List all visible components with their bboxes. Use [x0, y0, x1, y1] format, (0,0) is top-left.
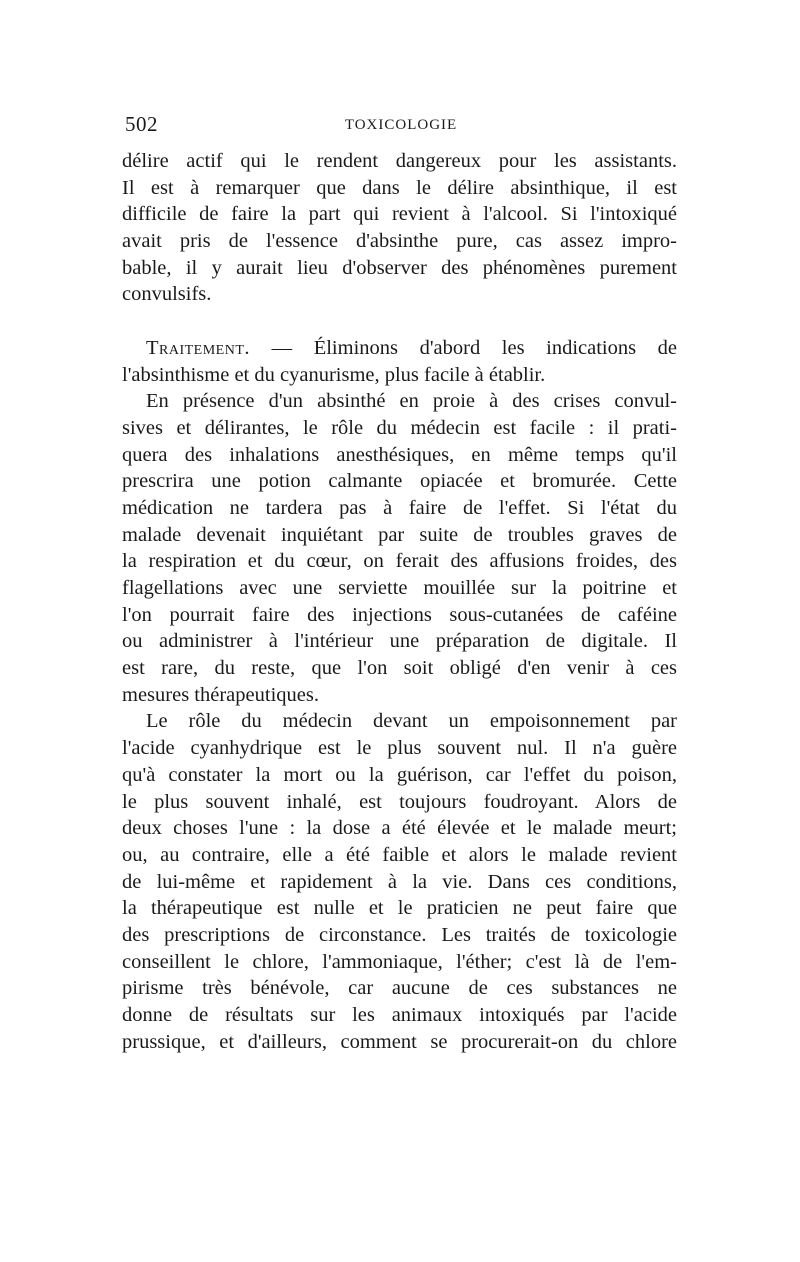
- text-line: ou administrer à l'intérieur une préparation de digitale. Il: [122, 630, 677, 653]
- page-header: [125, 112, 677, 142]
- text-line: qu'à constater la mort ou la guérison, car l'effet du poison,: [122, 763, 677, 786]
- text-line: la thérapeutique est nulle et le praticien ne peut faire que: [122, 897, 677, 920]
- text-line: l'on pourrait faire des injections sous-cutanées de caféine: [122, 603, 677, 626]
- text-line: mesures thérapeutiques.: [122, 683, 319, 706]
- text-line: quera des inhalations anesthésiques, en même temps qu'il: [122, 443, 677, 466]
- running-title: TOXICOLOGIE: [344, 117, 458, 133]
- text-line: bable, il y aurait lieu d'observer des phénomènes purement: [122, 256, 677, 279]
- text-line: deux choses l'une : la dose a été élevée et le malade meurt;: [122, 817, 677, 840]
- text-line: sives et délirantes, le rôle du médecin est facile : il prati-: [122, 416, 677, 439]
- text-line: malade devenait inquiétant par suite de troubles graves de: [122, 523, 677, 546]
- paragraph-2: [122, 335, 677, 388]
- text-line: délire actif qui le rendent dangereux pour les assistants.: [122, 150, 677, 172]
- text-line: prussique, et d'ailleurs, comment se procurerait-on du chlore: [122, 1030, 677, 1053]
- body-text: [122, 148, 677, 1055]
- text-line: En présence d'un absinthé en proie à des crises convul-: [146, 390, 677, 413]
- text-line: pirisme très bénévole, car aucune de ces substances ne: [122, 977, 677, 1000]
- text-line: ou, au contraire, elle a été faible et alors le malade revient: [122, 843, 677, 866]
- page-number: 502: [125, 112, 158, 136]
- paragraph-4: [122, 708, 677, 1055]
- text-line: difficile de faire la part qui revient à l'alcool. Si l'intoxiqué: [122, 203, 677, 226]
- text-line: prescrira une potion calmante opiacée et bromurée. Cette: [122, 470, 677, 493]
- text-line: Le rôle du médecin devant un empoisonnement par: [146, 710, 677, 733]
- text-line: de lui-même et rapidement à la vie. Dans ces conditions,: [122, 870, 677, 893]
- text-segment: — Éliminons d'abord les indications de: [271, 336, 678, 359]
- text-line: est rare, du reste, que l'on soit obligé d'en venir à ces: [122, 657, 677, 680]
- text-line: l'absinthisme et du cyanurisme, plus facile à établir.: [122, 363, 546, 386]
- text-line: flagellations avec une serviette mouillée sur la poitrine et: [122, 577, 677, 599]
- text-line: le plus souvent inhalé, est toujours foudroyant. Alors de: [122, 790, 677, 813]
- paragraph-gap: [122, 308, 677, 335]
- text-line: convulsifs.: [122, 283, 212, 306]
- text-line: la respiration et du cœur, on ferait des affusions froides, des: [122, 550, 677, 573]
- section-heading: Traitement.: [146, 336, 251, 359]
- paragraph-1: [122, 148, 677, 308]
- text-line: des prescriptions de circonstance. Les traités de toxicologie: [122, 923, 677, 946]
- text-line: médication ne tardera pas à faire de l'effet. Si l'état du: [122, 496, 677, 519]
- text-line: [122, 335, 677, 362]
- text-line: conseillent le chlore, l'ammoniaque, l'éther; c'est là de l'em-: [122, 950, 677, 973]
- text-line: avait pris de l'essence d'absinthe pure, cas assez impro-: [122, 230, 677, 253]
- text-line: Il est à remarquer que dans le délire absinthique, il est: [122, 176, 677, 199]
- text-line: donne de résultats sur les animaux intoxiqués par l'acide: [122, 1004, 677, 1026]
- paragraph-3: [122, 388, 677, 708]
- text-line: l'acide cyanhydrique est le plus souvent nul. Il n'a guère: [122, 737, 677, 760]
